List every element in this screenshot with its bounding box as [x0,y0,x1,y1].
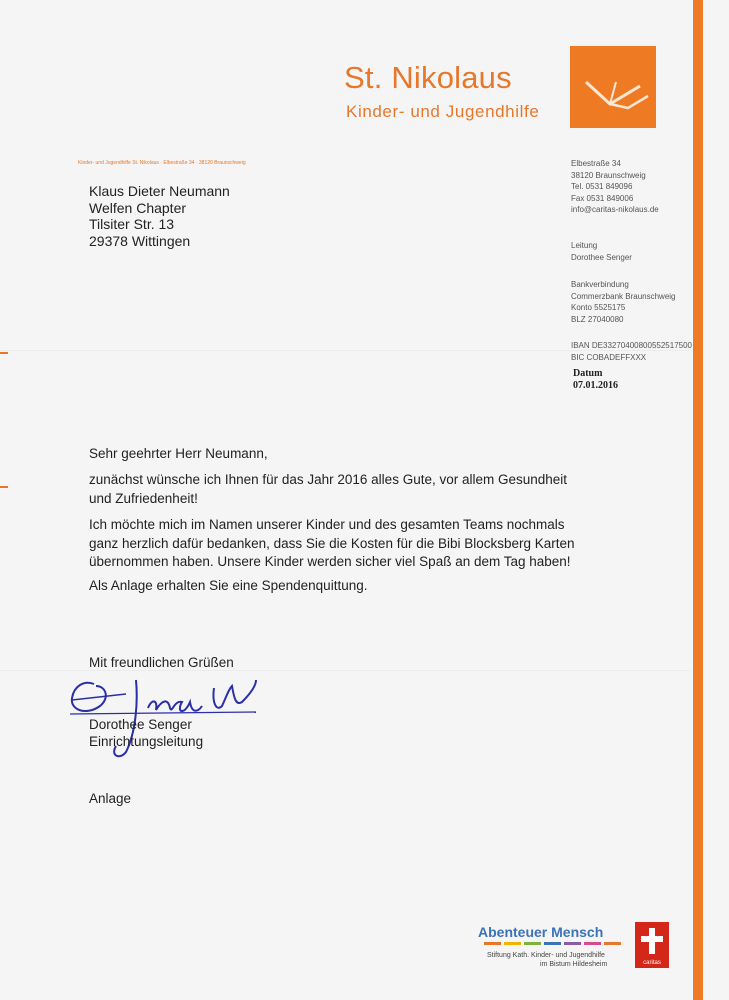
recipient-street: Tilsiter Str. 13 [89,216,175,232]
color-stripe [524,942,541,945]
closing-text: Mit freundlichen Grüßen [89,655,234,670]
date-value: 07.01.2016 [573,380,618,391]
sidebar-line: Elbestraße 34 [571,159,621,168]
sidebar-iban [571,340,692,363]
book-logo-icon [570,46,656,128]
recipient-organization: Welfen Chapter [89,199,187,216]
caritas-label: caritas [643,960,661,966]
sidebar-line: Fax 0531 849006 [571,193,634,203]
bic: BIC COBADEFFXXX [571,352,647,362]
paragraph-line: zunächst wünsche ich Ihnen für das Jahr 2016 alles Gute, vor allem Gesundheit [89,472,568,487]
date-block [573,368,618,392]
fold-mark [0,352,8,354]
letterhead-title: St. Nikolaus [344,60,512,95]
signer-name: Dorothee Senger [89,717,192,732]
sidebar-bank [571,279,676,325]
recipient-city: 29378 Wittingen [89,232,191,249]
sidebar-leitung [571,240,632,263]
paragraph-line: ganz herzlich dafür bedanken, dass Sie die Kosten für die Bibi Blocksberg Karten [89,535,575,551]
bank-line: BLZ 27040080 [571,314,624,324]
letterhead-subtitle: Kinder- und Jugendhilfe [346,102,540,121]
bank-line: Commerzbank Braunschweig [571,291,676,301]
color-stripe [484,942,501,945]
color-stripe [544,942,561,945]
color-stripe [584,942,601,945]
sender-return-line: Kinder- und Jugendhilfe St. Nikolaus · Elbestraße 34 · 38120 Braunschweig [78,160,246,166]
enclosure-note: Anlage [89,791,132,806]
iban: IBAN DE33270400800552517500 [571,341,692,350]
footer-line-1: Stiftung Kath. Kinder- und Jugendhilfe [487,952,605,959]
orange-edge-bar [693,0,703,1000]
paragraph-line: und Zufriedenheit! [89,490,198,506]
paragraph-line: übernommen haben. Unsere Kinder werden sicher viel Spaß an dem Tag haben! [89,554,571,569]
footer-brand: Abenteuer Mensch [478,924,604,940]
footer-color-stripes [484,942,621,945]
color-stripe [604,942,621,945]
paragraph-line: Ich möchte mich im Namen unserer Kinder und des gesamten Teams nochmals [89,517,565,532]
sidebar-line: info@caritas-nikolaus.de [571,205,659,215]
closing [89,654,234,673]
leitung-name: Dorothee Senger [571,252,632,262]
signer-block [89,716,203,750]
paragraph-line: Als Anlage erhalten Sie eine Spendenquittung. [89,578,368,593]
recipient-address [89,183,230,249]
color-stripe [504,942,521,945]
sidebar-address [571,158,659,216]
bank-line: Konto 5525175 [571,303,626,313]
caritas-logo [635,922,669,968]
paragraph-2 [89,516,575,572]
punch-mark [0,486,8,488]
signer-title: Einrichtungsleitung [89,734,204,749]
recipient-name: Klaus Dieter Neumann [89,183,230,199]
color-stripe [564,942,581,945]
sidebar-line: 38120 Braunschweig [571,170,646,180]
salutation-text: Sehr geehrter Herr Neumann, [89,446,268,461]
footer-line-2: im Bistum Hildesheim [540,961,608,968]
paragraph-1 [89,471,567,508]
bank-label: Bankverbindung [571,280,629,289]
leitung-label: Leitung [571,241,598,250]
salutation [89,445,268,464]
paragraph-3 [89,577,367,596]
sidebar-line: Tel. 0531 849096 [571,182,633,192]
date-label: Datum [573,368,603,379]
